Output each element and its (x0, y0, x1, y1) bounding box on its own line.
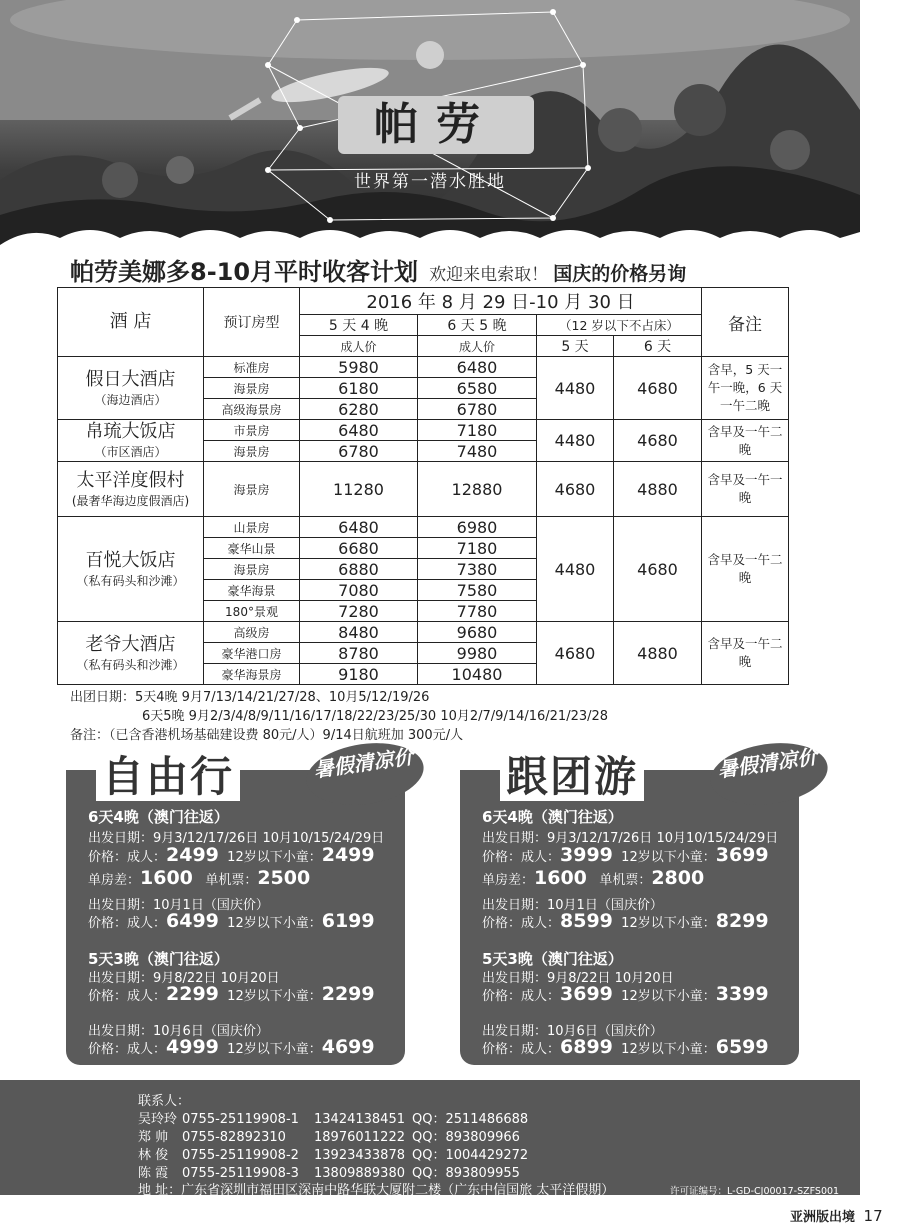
contact-qq: QQ：2511486688 (412, 1112, 529, 1127)
table-row (58, 622, 789, 643)
group-b-dates: 出发日期：9月8/22日 10月20日 (482, 971, 674, 986)
ticket-label: 单机票： (599, 873, 652, 888)
plan-title: 帕劳美娜多8-10月平时收客计划 (70, 258, 419, 286)
plan-heading (70, 252, 850, 287)
price-5d: 8480 (300, 622, 418, 643)
single-price: 1600 (534, 867, 587, 889)
col-adult-5: 成人价 (300, 336, 418, 357)
group-a-dates: 出发日期：9月3/12/17/26日 10月10/15/24/29日 (482, 831, 779, 846)
free-tour-panel (66, 770, 405, 1065)
child-price-5d: 4480 (537, 357, 614, 420)
license-number: 许可证编号：L-GD-CJ00017-SZFS001 (670, 1186, 840, 1197)
price-5d: 7080 (300, 580, 418, 601)
free-tour-heading (96, 744, 415, 804)
child-price-6d: 4880 (614, 622, 702, 685)
table-row (58, 420, 789, 441)
hotel-cell (58, 622, 204, 685)
child-price-6d: 4680 (614, 420, 702, 462)
price-6d: 6580 (418, 378, 537, 399)
child-price: 8299 (715, 910, 769, 932)
contact-address: 地 址：广东省深圳市福田区深南中路华联大厦附二楼（广东中信国旅 太平洋假期） (138, 1183, 615, 1198)
price-5d: 7280 (300, 601, 418, 622)
price-5d: 11280 (300, 462, 418, 517)
group-tour-badge: 暑假清凉价 (706, 736, 831, 812)
hotel-sub: （市区酒店） (94, 445, 167, 459)
free-a-single (88, 867, 310, 889)
ticket-price: 2500 (257, 867, 311, 889)
contact-label: 联系人： (138, 1094, 191, 1109)
departure-info (70, 688, 850, 745)
col-adult-6: 成人价 (418, 336, 537, 357)
holiday-note: 国庆的价格另询 (553, 263, 687, 285)
child-price-6d: 4880 (614, 462, 702, 517)
hero-banner (0, 0, 860, 245)
free-a-nd-price (88, 910, 375, 932)
free-tour-title: 自由行 (96, 752, 240, 801)
contact-tel: 0755-25119908-3 (182, 1166, 299, 1181)
price-5d: 6180 (300, 378, 418, 399)
contact-name: 陈 霞 (138, 1166, 169, 1181)
child-price: 2499 (321, 844, 375, 866)
table-row (58, 462, 789, 517)
hotel-note: 含早及一午一晚 (702, 462, 789, 517)
price-label: 价格：成人： (482, 989, 561, 1004)
child-price: 3399 (715, 983, 769, 1005)
col-5d4n: 5 天 4 晚 (300, 315, 418, 336)
adult-price: 6899 (560, 1036, 613, 1058)
price-label: 价格：成人： (88, 916, 167, 931)
price-6d: 9980 (418, 643, 537, 664)
group-b-nd-price (482, 1036, 769, 1058)
contact-row (138, 1108, 528, 1127)
hotel-header: 酒 店 (58, 288, 204, 357)
contact-mobile: 13424138451 (314, 1112, 405, 1127)
group-a-nd-price (482, 910, 769, 932)
child-price: 3699 (715, 844, 769, 866)
child-label: 12岁以下小童： (621, 850, 716, 865)
hotel-cell (58, 357, 204, 420)
contact-row (138, 1126, 520, 1145)
adult-price: 8599 (560, 910, 613, 932)
price-6d: 6480 (418, 357, 537, 378)
contact-mobile: 13809889380 (314, 1166, 405, 1181)
hero-title: 帕劳 (338, 96, 534, 154)
hero-subtitle: 世界第一潜水胜地 (354, 172, 506, 192)
child-price: 4699 (321, 1036, 375, 1058)
child-price-5d: 4480 (537, 517, 614, 622)
free-b-nd-dates: 出发日期：10月6日（国庆价） (88, 1024, 269, 1039)
contact-name: 吴玲玲 (138, 1112, 178, 1127)
child-label: 12岁以下小童： (621, 1042, 716, 1057)
departure-line-1: 出团日期：5天4晚 9月7/13/14/21/27/28、10月5/12/19/26 (70, 690, 430, 705)
hotel-sub: (最奢华海边度假酒店) (71, 493, 190, 508)
room-type: 豪华海景房 (204, 664, 300, 685)
price-6d: 7580 (418, 580, 537, 601)
welcome-text: 欢迎来电索取！ (429, 265, 549, 285)
hotel-sub: （私有码头和沙滩） (76, 573, 185, 588)
hotel-note: 含早，5 天一午一晚，6 天一午二晚 (702, 357, 789, 420)
child-price-5d: 4680 (537, 462, 614, 517)
child-label: 12岁以下小童： (227, 989, 322, 1004)
price-5d: 6880 (300, 559, 418, 580)
hotel-sub: （海边酒店） (94, 392, 167, 407)
free-b-price (88, 983, 375, 1005)
price-5d: 6780 (300, 441, 418, 462)
child-label: 12岁以下小童： (621, 916, 716, 931)
price-6d: 6780 (418, 399, 537, 420)
room-type: 市景房 (204, 420, 300, 441)
page-number: 17 (863, 1207, 883, 1225)
price-6d: 7480 (418, 441, 537, 462)
publication-name: 亚洲版出境 (790, 1210, 856, 1225)
group-a-single (482, 867, 704, 889)
child-label: 12岁以下小童： (227, 1042, 322, 1057)
price-6d: 6980 (418, 517, 537, 538)
col-6d5n: 6 天 5 晚 (418, 315, 537, 336)
price-label: 价格：成人： (482, 916, 561, 931)
free-b-title: 5天3晚（澳门往返） (88, 950, 229, 968)
hotel-cell (58, 517, 204, 622)
room-type: 山景房 (204, 517, 300, 538)
col-child-6: 6 天 (614, 336, 702, 357)
child-price-6d: 4680 (614, 357, 702, 420)
col-child: （12 岁以下不占床） (537, 315, 702, 336)
child-label: 12岁以下小童： (227, 916, 322, 931)
contact-mobile: 18976011222 (314, 1130, 405, 1145)
price-label: 价格：成人： (88, 1042, 167, 1057)
child-price: 6199 (321, 910, 375, 932)
contact-qq: QQ：893809955 (412, 1166, 520, 1181)
group-b-title: 5天3晚（澳门往返） (482, 950, 623, 968)
price-6d: 9680 (418, 622, 537, 643)
hotel-name: 老爷大酒店 (85, 633, 176, 655)
price-5d: 6480 (300, 420, 418, 441)
hotel-cell (58, 462, 204, 517)
price-5d: 6680 (300, 538, 418, 559)
adult-price: 3699 (560, 983, 613, 1005)
contact-name: 林 俊 (138, 1148, 169, 1163)
hotel-sub: （私有码头和沙滩） (76, 657, 185, 672)
child-price: 2299 (321, 983, 375, 1005)
table-row (58, 357, 789, 378)
contact-tel: 0755-25119908-1 (182, 1112, 299, 1127)
price-6d: 7380 (418, 559, 537, 580)
hotel-name: 帛琉大饭店 (85, 421, 176, 442)
contact-qq: QQ：1004429272 (412, 1148, 529, 1163)
price-5d: 9180 (300, 664, 418, 685)
room-header: 预订房型 (204, 288, 300, 357)
child-price: 6599 (715, 1036, 769, 1058)
room-type: 标准房 (204, 357, 300, 378)
hotel-name: 百悦大饭店 (85, 549, 176, 571)
child-price-5d: 4480 (537, 420, 614, 462)
room-type: 海景房 (204, 462, 300, 517)
free-a-title: 6天4晚（澳门往返） (88, 808, 229, 826)
contact-name: 郑 帅 (138, 1130, 169, 1145)
price-5d: 5980 (300, 357, 418, 378)
free-a-dates: 出发日期：9月3/12/17/26日 10月10/15/24/29日 (88, 831, 385, 846)
hotel-cell (58, 420, 204, 462)
single-label: 单房差： (88, 873, 141, 888)
room-type: 豪华山景 (204, 538, 300, 559)
adult-price: 6499 (166, 910, 219, 932)
group-b-nd-dates: 出发日期：10月6日（国庆价） (482, 1024, 663, 1039)
group-tour-heading (500, 744, 819, 804)
group-b-price (482, 983, 769, 1005)
contact-section (0, 1080, 860, 1198)
contact-row (138, 1144, 528, 1163)
group-a-price (482, 844, 769, 866)
page-footer (790, 1206, 883, 1225)
price-label: 价格：成人： (482, 850, 561, 865)
adult-price: 2299 (166, 983, 219, 1005)
room-type: 海景房 (204, 378, 300, 399)
price-6d: 7180 (418, 538, 537, 559)
group-tour-title: 跟团游 (500, 752, 644, 801)
hotel-name: 太平洋度假村 (76, 469, 185, 491)
price-5d: 6280 (300, 399, 418, 420)
hotel-note: 含早及一午二晚 (702, 420, 789, 462)
child-price-5d: 4680 (537, 622, 614, 685)
group-tour-panel (460, 770, 799, 1065)
child-label: 12岁以下小童： (621, 989, 716, 1004)
contact-mobile: 13923433878 (314, 1148, 405, 1163)
price-6d: 12880 (418, 462, 537, 517)
contact-qq: QQ：893809966 (412, 1130, 520, 1145)
free-b-dates: 出发日期：9月8/22日 10月20日 (88, 971, 280, 986)
hotel-note: 含早及一午二晚 (702, 622, 789, 685)
adult-price: 3999 (560, 844, 613, 866)
table-row (58, 517, 789, 538)
room-type: 海景房 (204, 559, 300, 580)
adult-price: 4999 (166, 1036, 219, 1058)
notes-header: 备注 (702, 288, 789, 357)
price-6d: 10480 (418, 664, 537, 685)
room-type: 高级房 (204, 622, 300, 643)
price-6d: 7780 (418, 601, 537, 622)
contact-tel: 0755-82892310 (182, 1130, 286, 1145)
price-label: 价格：成人： (88, 850, 167, 865)
hotel-note: 含早及一午二晚 (702, 517, 789, 622)
single-label: 单房差： (482, 873, 535, 888)
departure-line-2: 6天5晚 9月2/3/4/8/9/11/16/17/18/22/23/25/30 10月2/7/9/14/16/21/23/28 (142, 709, 609, 724)
period-header: 2016 年 8 月 29 日-10 月 30 日 (300, 288, 702, 315)
room-type: 海景房 (204, 441, 300, 462)
price-5d: 8780 (300, 643, 418, 664)
price-table (57, 287, 789, 685)
room-type: 高级海景房 (204, 399, 300, 420)
group-a-nd-dates: 出发日期：10月1日（国庆价） (482, 898, 663, 913)
free-tour-badge: 暑假清凉价 (302, 736, 427, 812)
child-label: 12岁以下小童： (227, 850, 322, 865)
child-price-6d: 4680 (614, 517, 702, 622)
adult-price: 2499 (166, 844, 219, 866)
contact-tel: 0755-25119908-2 (182, 1148, 299, 1163)
single-price: 1600 (140, 867, 193, 889)
price-label: 价格：成人： (88, 989, 167, 1004)
free-a-price (88, 844, 375, 866)
ticket-label: 单机票： (205, 873, 258, 888)
group-a-title: 6天4晚（澳门往返） (482, 808, 623, 826)
departure-note: 备注：（已含香港机场基础建设费 80元/人）9/14日航班加 300元/人 (70, 728, 464, 743)
price-label: 价格：成人： (482, 1042, 561, 1057)
price-6d: 7180 (418, 420, 537, 441)
room-type: 豪华港口房 (204, 643, 300, 664)
price-5d: 6480 (300, 517, 418, 538)
hotel-name: 假日大酒店 (85, 368, 176, 390)
col-child-5: 5 天 (537, 336, 614, 357)
free-a-nd-dates: 出发日期：10月1日（国庆价） (88, 898, 269, 913)
room-type: 180°景观 (204, 601, 300, 622)
room-type: 豪华海景 (204, 580, 300, 601)
free-b-nd-price (88, 1036, 375, 1058)
ticket-price: 2800 (651, 867, 705, 889)
